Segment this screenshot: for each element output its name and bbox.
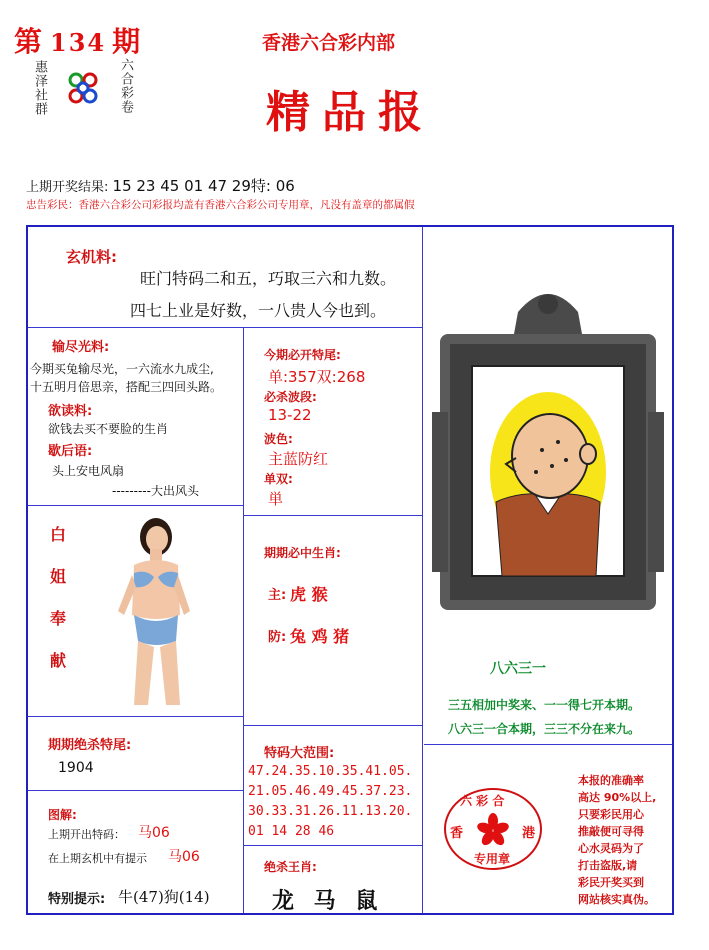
divider	[243, 327, 244, 725]
promo-line: 高达 90%以上,	[578, 791, 657, 804]
xiehouyu-line1: 头上安电风扇	[52, 464, 125, 478]
divider	[28, 790, 243, 791]
issue-suffix: 期	[112, 25, 143, 58]
issue-number	[14, 20, 142, 60]
tail-label: 今期必开特尾:	[264, 348, 341, 362]
last-result-value: 15 23 45 01 47 29特: 06	[112, 177, 295, 195]
stamp-top-text: 六 彩 合	[460, 794, 505, 808]
kill-king-label: 绝杀王肖:	[264, 860, 317, 874]
divider	[243, 515, 422, 516]
zodiac-guard-label: 防:	[268, 630, 287, 645]
big-title: 精品报	[266, 87, 434, 138]
warning-notice: 忠告彩民：香港六合彩公司彩报均盖有香港六合彩公司专用章，凡没有盖章的都属假	[26, 199, 415, 211]
right-vertical-text: 六合彩卷	[118, 58, 133, 114]
promo-line: 推敲便可寻得	[578, 825, 644, 838]
zodiac-main-label: 主:	[268, 588, 287, 603]
diagram-line2-value: 马06	[168, 849, 200, 865]
single-double-value: 単	[268, 490, 284, 508]
stamp-left-text: 香	[450, 826, 464, 841]
single-double-label: 单双:	[264, 472, 293, 486]
special-label: 特别提示:	[48, 892, 106, 907]
left-vertical-text: 惠泽社群	[32, 60, 47, 116]
xuanji-label: 玄机料:	[66, 248, 117, 266]
model-photo	[104, 515, 200, 711]
last-result-label: 上期开奖结果:	[26, 180, 109, 195]
shujin-line2: 十五明月倍思亲，搭配三四回头路。	[30, 380, 223, 394]
promo-text	[578, 772, 674, 908]
color-label: 波色:	[264, 432, 293, 446]
xiehouyu-answer: ---------大出风头	[112, 484, 199, 498]
zodiac-main-value: 虎 猴	[290, 585, 328, 604]
issue-number-value: 134	[50, 28, 107, 57]
paper-title: 香港六合彩内部	[262, 32, 396, 54]
promo-line: 本报的准确率	[578, 774, 644, 787]
frame-line1: 三五相加中奖来、一一得七开本期。	[448, 698, 641, 712]
shujin-label: 输尽光料:	[52, 340, 110, 355]
big-range-label: 特码大范围:	[264, 746, 335, 761]
diagram-line1-label: 上期开出特码：	[48, 828, 125, 841]
divider	[243, 725, 244, 913]
promo-line: 打击盗版,请	[578, 859, 638, 872]
big-range-row-1: 47.24.35.10.35.41.05.	[248, 764, 413, 779]
divider	[28, 505, 243, 506]
promo-line: 心水灵码为了	[578, 842, 644, 855]
zodiac-label: 期期必中生肖:	[264, 546, 341, 560]
sister-char-3: 奉	[50, 609, 67, 628]
diagram-line1-value: 马06	[138, 825, 170, 841]
kill-tail-value: 1904	[58, 760, 94, 776]
picture-frame-illustration	[432, 282, 664, 614]
xuanji-line1: 旺门特码二和五，巧取三六和九数。	[140, 269, 397, 288]
promo-line: 彩民开奖买到	[578, 876, 644, 889]
zodiac-guard-value: 兔 鸡 猪	[290, 627, 350, 646]
divider	[424, 744, 672, 745]
divider	[243, 725, 422, 726]
diagram-label: 图解:	[48, 808, 77, 822]
lottery-logo-icon	[66, 70, 100, 110]
tail-value: 单:357双:268	[268, 368, 366, 386]
big-range-row-4: 01 14 28 46	[248, 824, 335, 839]
sister-char-2: 姐	[50, 567, 67, 586]
promo-line: 网站核实真伪。	[578, 893, 655, 906]
divider	[28, 327, 422, 328]
color-value: 主蓝防红	[268, 450, 329, 468]
sister-char-1: 白	[50, 525, 67, 544]
divider-right-column	[422, 227, 423, 913]
kill-king-value: 龙 马 鼠	[272, 888, 384, 914]
frame-title: 八六三一	[490, 661, 546, 677]
stamp-bottom-text: 专用章	[474, 852, 511, 866]
issue-prefix: 第	[14, 25, 45, 58]
promo-line: 只要彩民用心	[578, 808, 644, 821]
big-range-row-2: 21.05.46.49.45.37.23.	[248, 784, 413, 799]
yutan-line1: 欲钱去买不要脸的生肖	[48, 422, 169, 436]
stamp-right-text: 港	[522, 826, 536, 841]
kill-tail-label: 期期绝杀特尾:	[48, 738, 132, 753]
xiehouyu-label: 歇后语:	[48, 444, 93, 459]
divider	[28, 716, 243, 717]
xuanji-line2: 四七上业是好数，一八贵人今也到。	[130, 301, 387, 320]
big-range-row-3: 30.33.31.26.11.13.20.	[248, 804, 413, 819]
shujin-line1: 今期买兔输尽光，一六流水九成尘,	[30, 362, 214, 376]
last-result	[26, 175, 295, 196]
diagram-line2-label: 在上期玄机中有提示	[48, 852, 147, 865]
frame-line2: 八六三一合本期，三三不分在来九。	[448, 722, 641, 736]
sister-char-4: 献	[50, 651, 67, 670]
yutan-label: 欲读料:	[48, 404, 93, 419]
wave-kill-label: 必杀波段:	[264, 390, 317, 404]
divider	[243, 845, 422, 846]
wave-kill-value: 13-22	[268, 406, 312, 424]
special-value: 牛(47)狗(14)	[118, 888, 210, 906]
